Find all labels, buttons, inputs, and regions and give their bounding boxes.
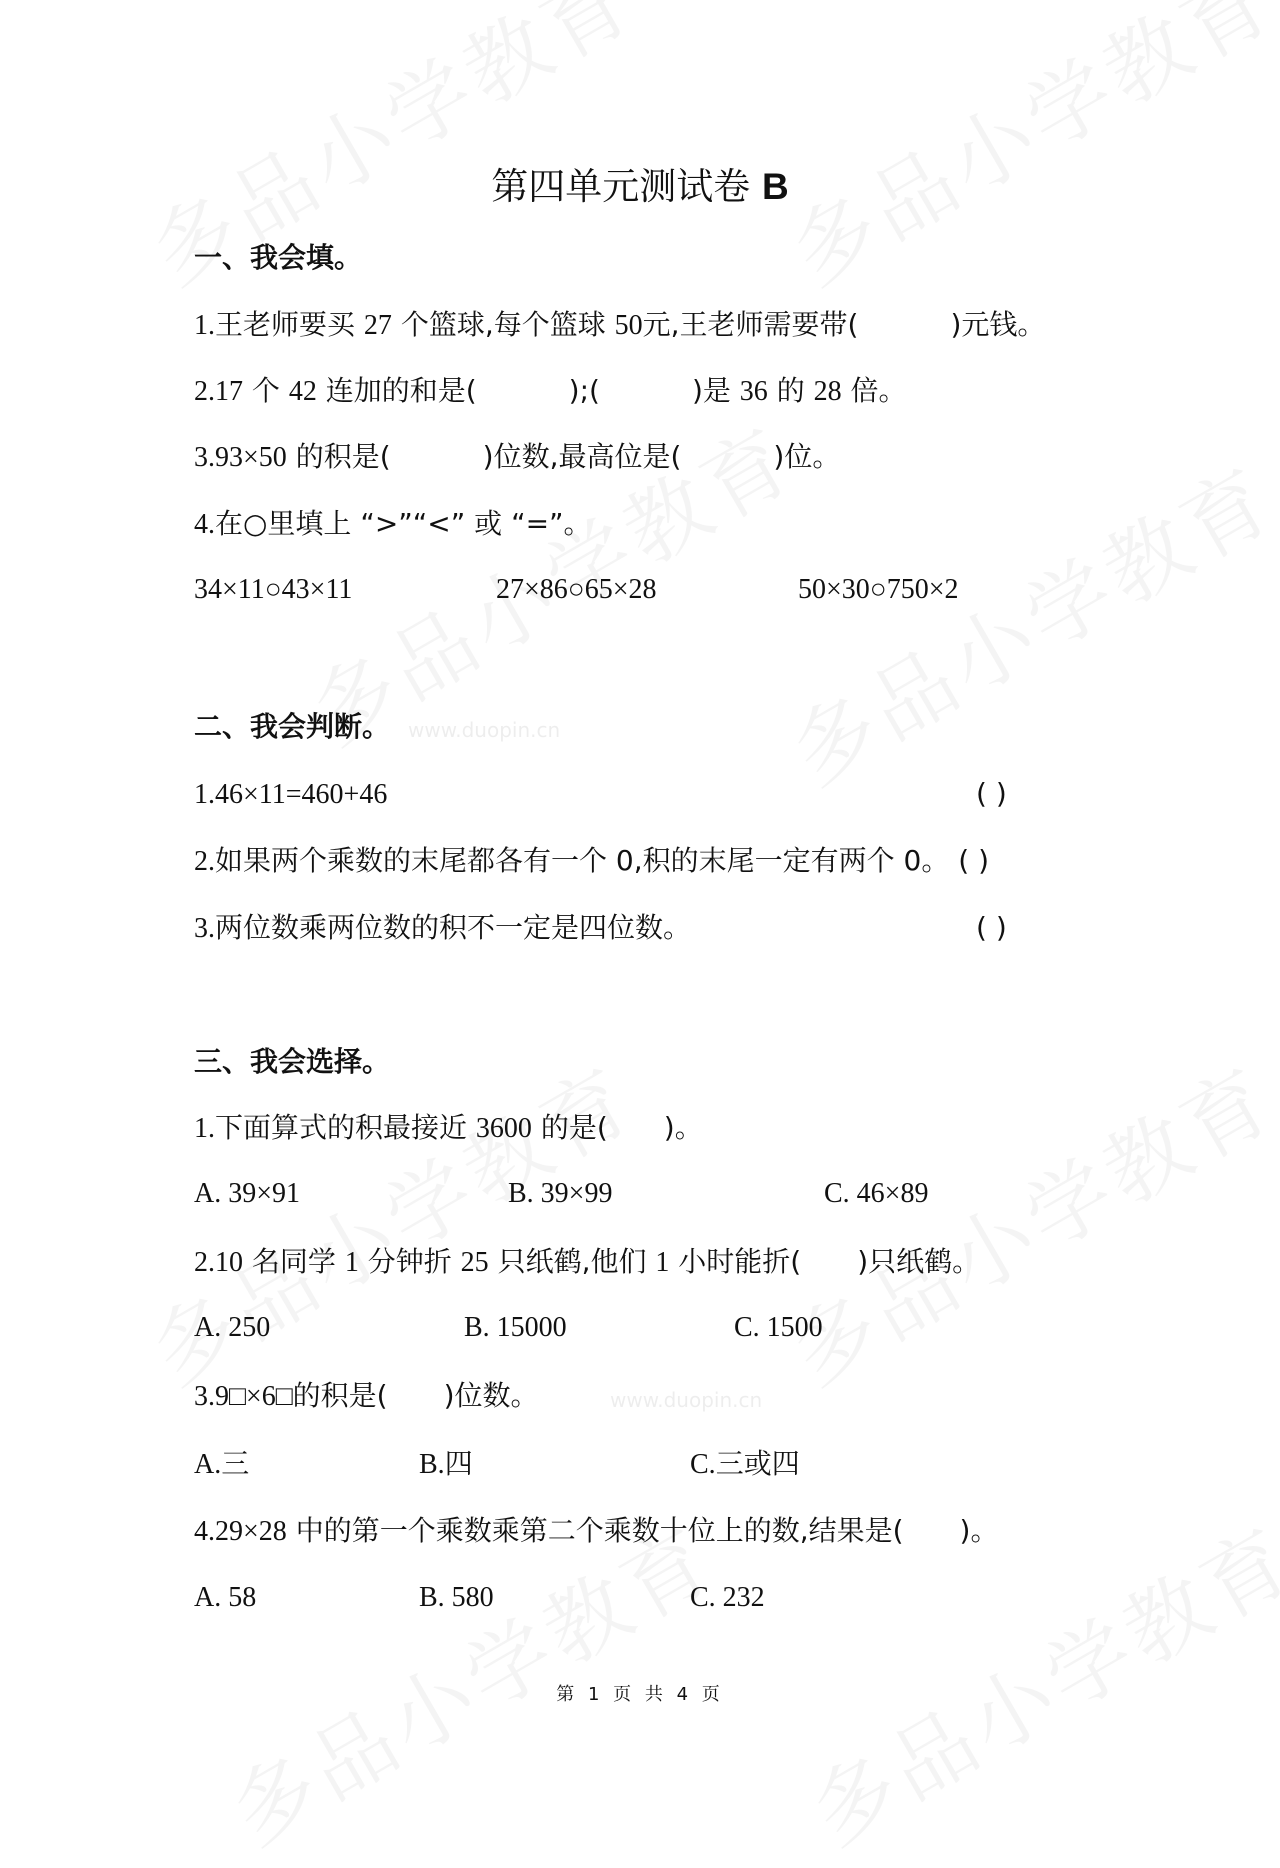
option-a[interactable]: A. 250 bbox=[194, 1312, 271, 1343]
option-b[interactable]: B. 580 bbox=[419, 1582, 494, 1613]
option-b[interactable]: B. 15000 bbox=[464, 1312, 567, 1343]
fill-question-3: 3.93×50 的积是( )位数,最高位是( )位。 bbox=[194, 440, 841, 473]
judge-question-1: 1.46×11=460+46 bbox=[194, 779, 388, 810]
fill-question-4: 4.在○里填上 “>”“<” 或 “=”。 bbox=[194, 507, 592, 540]
choice-question-1: 1.下面算式的积最接近 3600 的是( )。 bbox=[194, 1111, 703, 1144]
section2-heading: 二、我会判断。 bbox=[194, 710, 391, 743]
title-suffix: B bbox=[762, 166, 789, 207]
compare-item-2[interactable]: 27×86○65×28 bbox=[496, 574, 657, 605]
fill-question-2: 2.17 个 42 连加的和是( );( )是 36 的 28 倍。 bbox=[194, 374, 907, 407]
option-a[interactable]: A.三 bbox=[194, 1447, 250, 1480]
option-b[interactable]: B.四 bbox=[419, 1447, 473, 1480]
choice-question-3: 3.9□×6□的积是( )位数。 bbox=[194, 1379, 539, 1412]
watermark-url: www.duopin.cn bbox=[408, 718, 561, 742]
compare-item-1[interactable]: 34×11○43×11 bbox=[194, 574, 353, 605]
option-a[interactable]: A. 58 bbox=[194, 1582, 257, 1613]
watermark bbox=[766, 433, 1280, 808]
option-c[interactable]: C. 46×89 bbox=[824, 1178, 929, 1209]
page-title bbox=[0, 162, 1280, 212]
section1-heading: 一、我会填。 bbox=[194, 241, 363, 274]
judge-answer-paren[interactable]: ( ) bbox=[976, 911, 1007, 944]
section3-heading: 三、我会选择。 bbox=[194, 1045, 391, 1078]
title-main: 第四单元测试卷 bbox=[491, 165, 751, 208]
judge-question-3: 3.两位数乘两位数的积不一定是四位数。 bbox=[194, 911, 692, 944]
option-c[interactable]: C.三或四 bbox=[690, 1447, 800, 1480]
judge-question-2: 2.如果两个乘数的末尾都各有一个 0,积的末尾一定有两个 0。 ( ) bbox=[194, 844, 989, 877]
judge-answer-paren[interactable]: ( ) bbox=[976, 777, 1007, 810]
watermark-url: www.duopin.cn bbox=[610, 1388, 763, 1412]
option-b[interactable]: B. 39×99 bbox=[508, 1178, 613, 1209]
option-c[interactable]: C. 232 bbox=[690, 1582, 765, 1613]
option-a[interactable]: A. 39×91 bbox=[194, 1178, 301, 1209]
watermark bbox=[766, 1033, 1280, 1408]
judge-answer-paren[interactable]: ( ) bbox=[958, 844, 989, 877]
watermark bbox=[766, 0, 1280, 308]
watermark bbox=[126, 1033, 654, 1408]
choice-question-4: 4.29×28 中的第一个乘数乘第二个乘数十位上的数,结果是( )。 bbox=[194, 1514, 999, 1547]
option-c[interactable]: C. 1500 bbox=[734, 1312, 823, 1343]
page-number: 第 1 页 共 4 页 bbox=[556, 1684, 724, 1705]
choice-question-2: 2.10 名同学 1 分钟折 25 只纸鹤,他们 1 小时能折( )只纸鹤。 bbox=[194, 1245, 981, 1278]
fill-question-1: 1.王老师要买 27 个篮球,每个篮球 50元,王老师需要带( )元钱。 bbox=[194, 308, 1046, 341]
compare-item-3[interactable]: 50×30○750×2 bbox=[798, 574, 959, 605]
